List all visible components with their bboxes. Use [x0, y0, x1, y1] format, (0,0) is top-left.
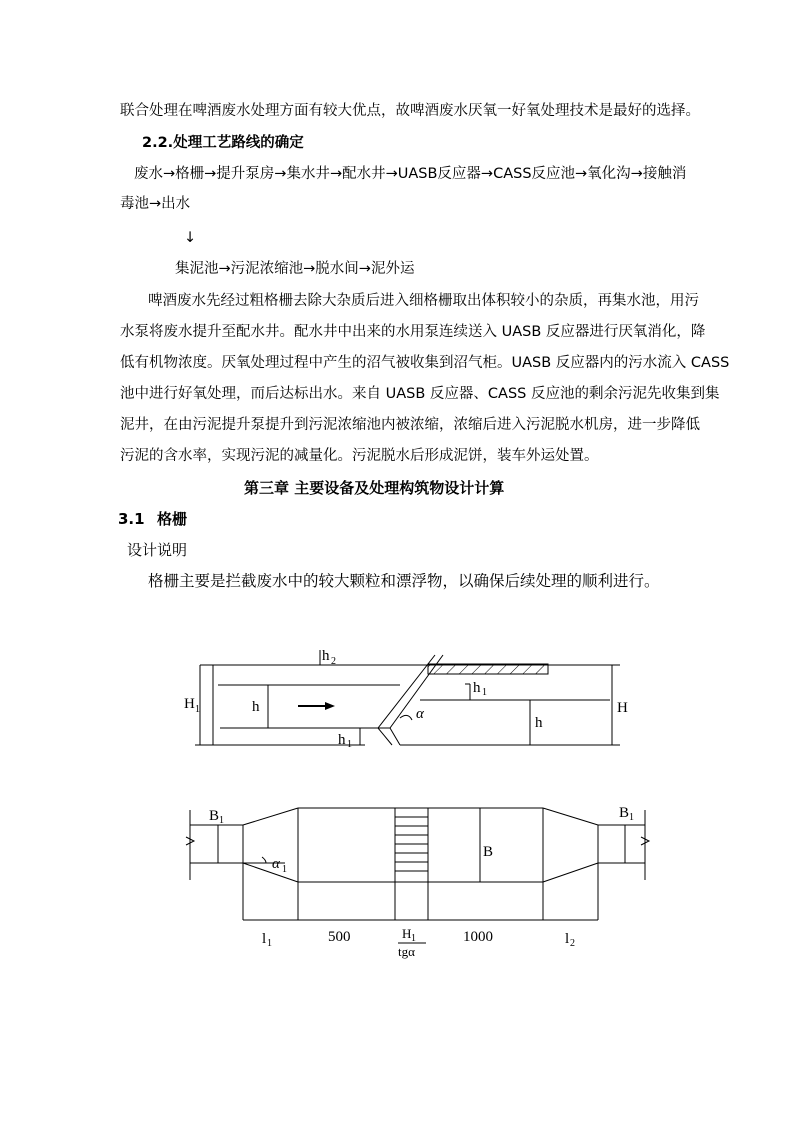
label-l1-sub: 1	[267, 938, 272, 949]
paragraph-line-5: 泥井，在由污泥提升泵提升到污泥浓缩池内被浓缩，浓缩后进入污泥脱水机房，进一步降低	[120, 417, 700, 433]
process-flow-line-1: 废水→格栅→提升泵房→集水井→配水井→UASB反应器→CASS反应池→氧化沟→接触消	[134, 166, 687, 182]
label-tg-alpha: tgα	[398, 944, 415, 959]
label-l2: l	[565, 931, 570, 947]
intro-paragraph-line: 联合处理在啤酒废水处理方面有较大优点，故啤酒废水厌氧一好氧处理技术是最好的选择。	[120, 103, 700, 119]
label-H: H	[617, 700, 628, 716]
label-1000: 1000	[463, 929, 493, 945]
label-h1-top: h	[473, 680, 481, 696]
label-l1: l	[262, 931, 267, 947]
process-flow-line-2: 毒池→出水	[120, 196, 191, 212]
label-h2: h	[322, 648, 330, 664]
label-B1-right: B	[619, 805, 630, 821]
label-h2-sub: 2	[331, 656, 336, 667]
label-B1-right-sub: 1	[629, 812, 634, 823]
label-alpha1-sub: 1	[282, 864, 287, 875]
design-note-label: 设计说明	[127, 541, 188, 559]
paragraph-line-3: 低有机物浓度。厌氧处理过程中产生的沼气被收集到沼气柜。UASB 反应器内的污水流入 CASS	[120, 355, 730, 371]
chapter-3-title: 第三章 主要设备及处理构筑物设计计算	[244, 479, 505, 497]
label-H1-over-sub: 1	[411, 933, 416, 944]
design-description: 格栅主要是拦截废水中的较大颗粒和漂浮物，以确保后续处理的顺利进行。	[148, 572, 660, 590]
elevation-view	[195, 650, 620, 745]
label-h: h	[252, 699, 260, 715]
label-500: 500	[328, 929, 351, 945]
label-h1-bottom-sub: 1	[347, 739, 352, 750]
process-flow-down-arrow: ↓	[184, 230, 197, 246]
label-H1: H	[184, 696, 195, 712]
flow-arrow-icon	[298, 702, 335, 710]
label-H1-sub: 1	[195, 704, 200, 715]
label-B1-left: B	[209, 808, 220, 824]
paragraph-line-2: 水泵将废水提升至配水井。配水井中出来的水用泵连续送入 UASB 反应器进行厌氧消化，降	[120, 324, 706, 340]
label-h1-bottom: h	[338, 732, 346, 748]
paragraph-line-1: 啤酒废水先经过粗格栅去除大杂质后进入细格栅取出体积较小的杂质，再集水池，用污	[148, 293, 699, 309]
screen-bars	[395, 817, 428, 871]
label-l2-sub: 2	[570, 938, 575, 949]
label-H1-over: H	[402, 926, 412, 941]
paragraph-line-4: 池中进行好氧处理，而后达标出水。来自 UASB 反应器、CASS 反应池的剩余污泥先收集到集	[120, 386, 720, 402]
paragraph-line-6: 污泥的含水率，实现污泥的减量化。污泥脱水后形成泥饼，装车外运处置。	[120, 448, 599, 464]
section-3-1-number: 3.1	[118, 510, 145, 528]
section-2-2-heading: 2.2.处理工艺路线的确定	[142, 135, 304, 151]
label-h1-top-sub: 1	[482, 687, 487, 698]
label-alpha: α	[416, 706, 424, 722]
sludge-flow-line: 集泥池→污泥浓缩池→脱水间→泥外运	[175, 261, 415, 277]
label-h-right: h	[535, 715, 543, 731]
label-B1-left-sub: 1	[219, 815, 224, 826]
section-3-1-title: 格栅	[157, 510, 188, 528]
plan-view	[186, 808, 649, 920]
label-B: B	[483, 844, 494, 860]
label-alpha1: α	[272, 856, 280, 872]
